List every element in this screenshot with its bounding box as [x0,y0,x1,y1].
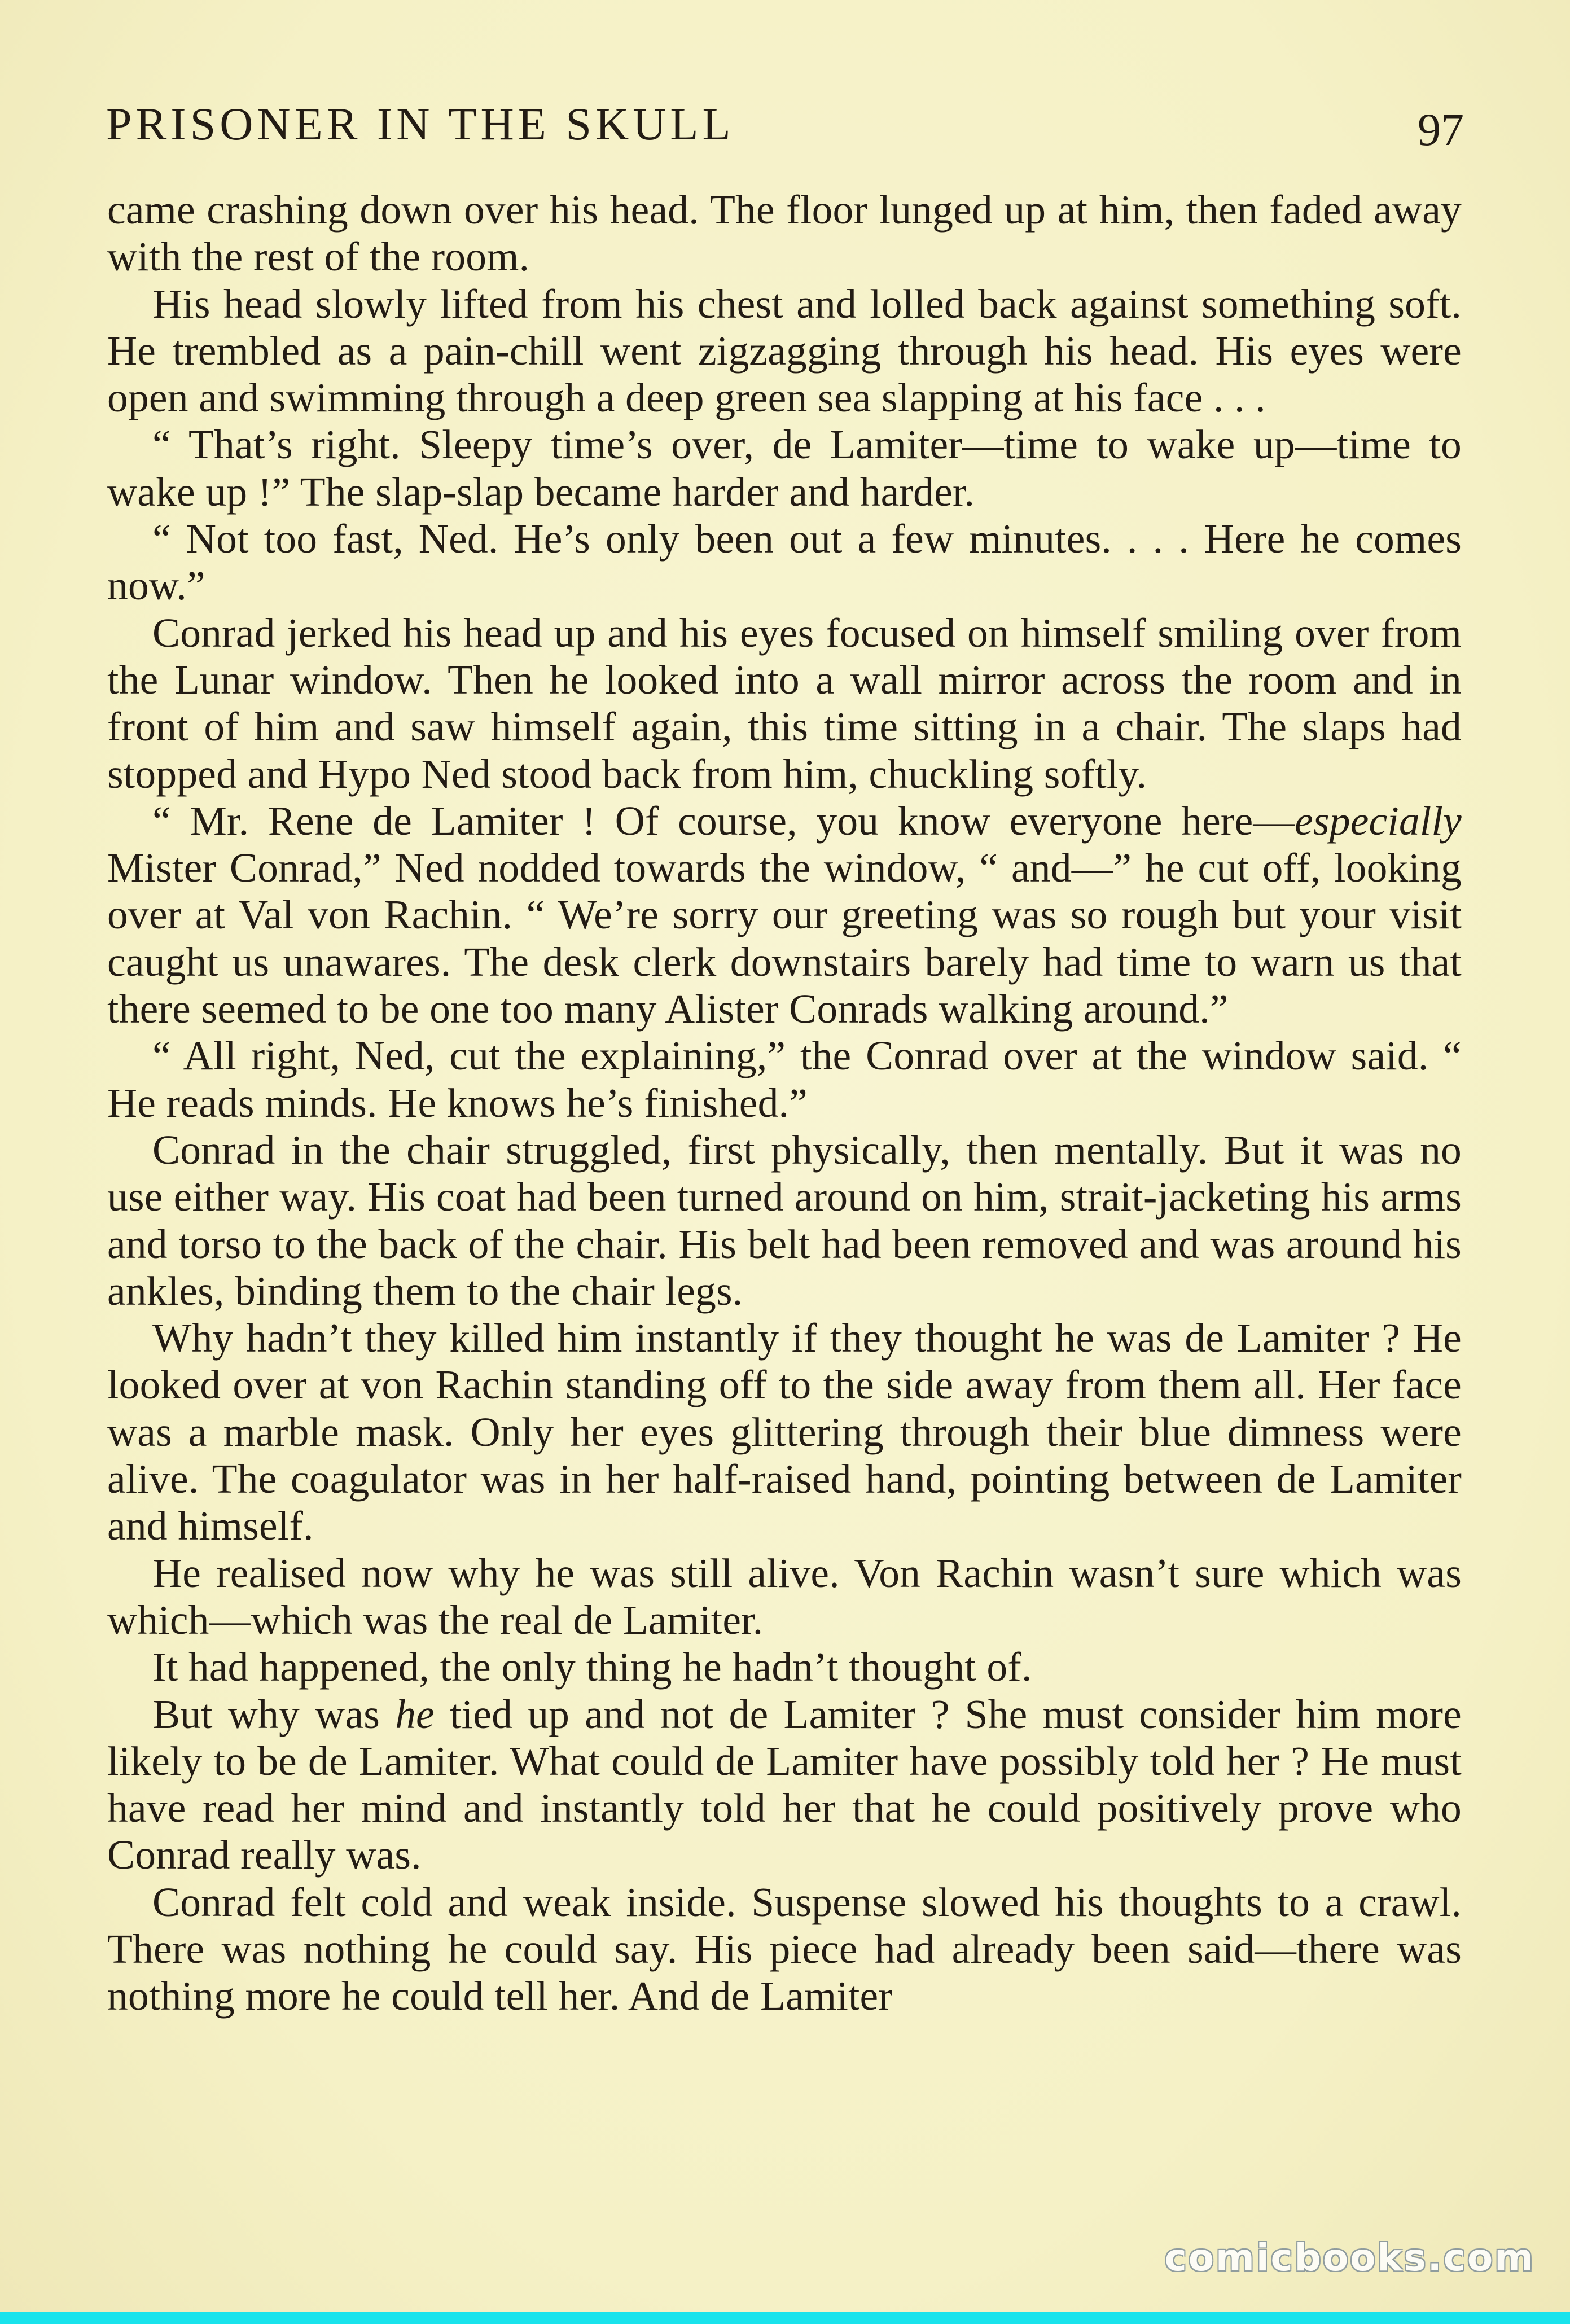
paragraph-12-rest: tied up and not de Lamiter ? She must consider him more likely to be de Lamiter. What could de Lamiter have possibly told her ? He must have read her mind and instantly told her that he could positively prove who Conrad really was. [107,1691,1462,1878]
page-number: 97 [1418,104,1464,155]
body-text [107,186,1462,2020]
site-watermark: comicbooks.com [1164,2236,1535,2279]
paragraph-10: He realised now why he was still alive. Von Rachin wasn’t sure which was which—which was the real de Lamiter. [107,1550,1462,1643]
paragraph-7: “ All right, Ned, cut the explaining,” the Conrad over at the window said. “ He reads minds. He knows he’s finished.” [107,1033,1462,1126]
paragraph-6-rest: Mister Conrad,” Ned nodded towards the window, “ and—” he cut off, looking over at Val von Rachin. “ We’re sorry our greeting was so rough but your visit caught us unawares. The desk clerk downstairs barely had time to warn us that there seemed to be one too many Alister Conrads walking around.” [107,845,1462,1032]
paragraph-12-lead: But why was [152,1691,396,1737]
paragraph-2: His head slowly lifted from his chest and lolled back against something soft. He trembled as a pain-chill went zigzagging through his head. His eyes were open and swimming through a deep green sea slapping at his face . . . [107,280,1462,421]
running-title: PRISONER IN THE SKULL [106,98,735,150]
paragraph-1: came crashing down over his head. The floor lunged up at him, then faded away with the rest of the room. [107,187,1462,280]
emphasis-he: he [395,1691,435,1737]
paragraph-5: Conrad jerked his head up and his eyes focused on himself smiling over from the Lunar window. Then he looked into a wall mirror across the room and in front of him and saw himself again, this time sitting in a chair. The slaps had stopped and Hypo Ned stood back from him, chuckling softly. [107,609,1462,797]
paragraph-8: Conrad in the chair struggled, first physically, then mentally. But it was no use either way. His coat had been turned around on him, strait-jacketing his arms and torso to the back of the chair. His belt had been removed and was around his ankles, binding them to the chair legs. [107,1126,1462,1314]
paragraph-12 [107,1691,1462,1879]
paragraph-6-lead: “ Mr. Rene de Lamiter ! Of course, you know everyone here— [152,797,1295,844]
paragraph-3: “ That’s right. Sleepy time’s over, de Lamiter—time to wake up—time to wake up !” The slap-slap became harder and harder. [107,422,1462,515]
paragraph-11: It had happened, the only thing he hadn’t thought of. [152,1644,1032,1690]
page-header [106,93,1464,155]
paragraph-13: Conrad felt cold and weak inside. Suspense slowed his thoughts to a crawl. There was nothing he could say. His piece had already been said—there was nothing more he could tell her. And de Lamiter [107,1879,1462,2019]
paragraph-9: Why hadn’t they killed him instantly if they thought he was de Lamiter ? He looked over at von Rachin standing off to the side away from them all. Her face was a marble mask. Only her eyes glittering through their blue dimness were alive. The coagulator was in her half-raised hand, pointing between de Lamiter and himself. [107,1315,1462,1549]
paragraph-4: “ Not too fast, Ned. He’s only been out a few minutes. . . . Here he comes now.” [107,516,1462,609]
bottom-border-bar [0,2312,1570,2324]
paragraph-6 [107,797,1462,1032]
emphasis-especially: especially [1295,797,1462,844]
